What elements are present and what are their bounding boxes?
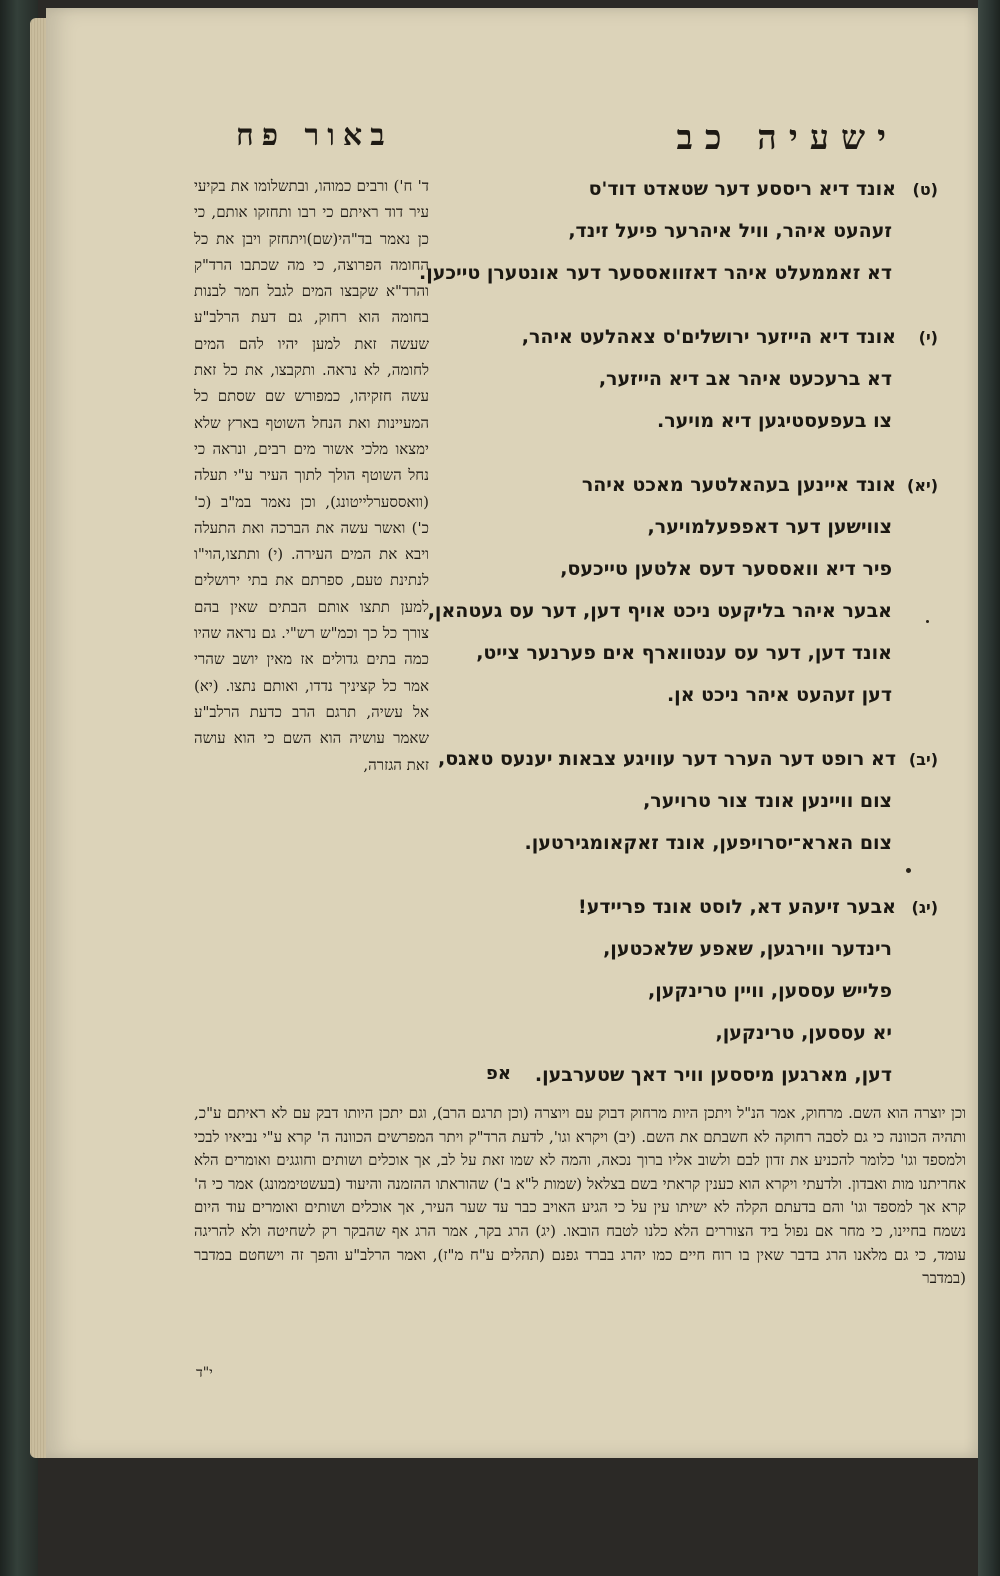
verse-line: (ט)אונד דיא ריססע דער שטאדט דוד'ס: [418, 168, 938, 210]
running-title-isaiah: ישעיה כב: [676, 118, 898, 158]
verse-line: דא זאממעלט איהר דאזוואססער דער אונטערן טייכען.: [418, 262, 892, 284]
verse-line: אונד דען, דער עס ענטווארף אים פערנער צייט,: [476, 642, 892, 664]
verse-line: צום וויינען אונד צור טרויער,: [643, 790, 892, 812]
verse-line: דען זעהעט איהר ניכט אן.: [666, 684, 892, 706]
main-translation-column: [418, 168, 938, 1096]
page-header: [136, 118, 938, 158]
verse-number: (י): [918, 328, 938, 347]
verse-9: [418, 168, 938, 294]
verse-number: (ט): [912, 180, 938, 199]
verse-line: (י)אונד דיא הייזער ירושלים'ס צאהלעט איהר,: [418, 316, 938, 358]
verse-number: (יב): [908, 750, 938, 769]
verse-line: פלייש עססען, וויין טרינקען,: [648, 980, 892, 1002]
verse-line: צום הארא־יסרויפען, אונד זאקאומגירטען.: [524, 832, 892, 854]
commentary-text: ד' ח') ורבים כמוהו, ובתשלומו את בקיעי עיר דוד ראיתם כי רבו ותחזקו אותם, כי כן נאמר בד"הי(שם)ויתחזק ויבן את כל החומה הפרוצה, כי מה שכתבו הרד"ק והרד"א שקבצו המים לגבל חמר לבנות בחומה הוא רחוק, גם דעת הרלב"ע שעשה זאת למען יהיו להם המים לחומה, לא נראה. ותקבצו, את כל זאת עשה חזקיהו, כמפורש שם שסתם כל המעיינות ואת הנחל השוטף בארץ שלא ימצאו מלכי אשור מים רבים, ונראה כי נחל השוטף הולך לתוך העיר ע"י תעלה (וואססערלייטונג), וכן נאמר במ"ב (כ' כ') ואשר עשה את הברכה ואת התעלה ויבא את המים העירה. (י) ותתצו,הוי"ו לנתינת טעם, ספרתם את בתי ירושלים למען תתצו אותם הבתים שאין בהם צורך כל כך וכמ"ש רש"י. גם נראה שהיו כמה בתים גדולים אז מאין יושב שהרי אמר כל קציניך נדדו, ואותם נתצו. (יא) אל עשיה, תרגם הרב כדעת הרלב"ע שאמר עושיה הוא השם כי הוא עושה זאת הגזרה,: [194, 177, 429, 774]
verse-11: [418, 464, 938, 716]
catchword: אפ: [486, 1063, 511, 1084]
commentary-column: [194, 173, 429, 778]
verse-line: (יא)אונד איינען בעהאלטער מאכט איהר: [418, 464, 938, 506]
verse-line: צווישען דער דאפפעלמויער,: [647, 516, 892, 538]
book-page: [46, 8, 978, 1458]
verse-12: [418, 738, 938, 864]
verse-line: פיר דיא וואססער דעס אלטען טייכעס,: [560, 558, 892, 580]
verse-line: דא ברעכעט איהר אב דיא הייזער,: [598, 368, 892, 390]
commentary-footer: [194, 1102, 966, 1291]
verse-line: (יב)דא רופט דער הערר דער עוויגע צבאות יענעס טאגס,: [418, 738, 938, 780]
verse-10: [418, 316, 938, 442]
running-title-commentary: באור פח: [236, 118, 393, 153]
verse-line: דען, מארגען מיססען וויר דאך שטערבען.: [534, 1064, 892, 1086]
ink-spot: [926, 620, 929, 623]
verse-number: (יא): [907, 476, 938, 495]
commentary-footer-text: וכן יוצרה הוא השם. מרחוק, אמר הנ"ל ויתכן היות מרחוק דבוק עם ויוצרה (וכן תרגם הרב), וגם יתכן היותו דבק עם לא ראיתם ע"כ, ותהיה הכוונה כי גם לסבה רחוקה לא חשבתם את השם. (יב) ויקרא וגו', לדעת הרד"ק ויתר המפרשים הכוונה ה' קרא ע"י נביאיו לבכי ולמספד וגו' כלומר להכניע את זדון לבם ולשוב אליו ברוך נכאה, והמה לא שמו זאת על לב, אך אוכלים ושותים וחוגגים ואומרים הלא אחריתנו מות ואבדון. ולדעתי ויקרא הוא כענין קראתי בשם בצלאל (שמות ל"א ב') שהוראתו ההזמנה והיעוד (בעשטיממונג) אמר כי ה' קרא אך למספד וגו' והם בדעתם הקלה לא ישיתו עין על כי הגיע האויב כבר עד שער העיר, אך אוכלים ושותים ואומרים עוד היום נשמח בחיינו, כי מחר אם נפול ביד הצוררים הלא כלנו לטבח הובאו. (יג) הרג בקר, אמר הרג אף שהבקר רק לשחיטה ולא להריגה עומד, כי גם מלאנו הרג בדבר שאין בו רוח חיים כמו יהרג בברד גפנם (תהלים ע"ח מ"ז), ואמר הרלב"ע והפך זה וישחטם במדבר (במדבר: [194, 1104, 966, 1288]
verse-line: צו בעפעסטיגען דיא מויער.: [656, 410, 892, 432]
signature-mark: י"ד: [196, 1365, 213, 1381]
verse-line: יא עססען, טרינקען,: [715, 1022, 892, 1044]
verse-line: זעהעט איהר, וויל איהרער פיעל זינד,: [568, 220, 892, 242]
verse-line: אבער איהר בליקעט ניכט אויף דען, דער עס געטהאן,: [427, 600, 892, 622]
ink-spot: [906, 868, 911, 873]
verse-line: רינדער ווירגען, שאפע שלאכטען,: [603, 938, 892, 960]
verse-line: (יג)אבער זיעהע דא, לוסט אונד פריידע!: [418, 886, 938, 928]
verse-number: (יג): [911, 898, 938, 917]
book-cover-right: [978, 0, 1000, 1576]
